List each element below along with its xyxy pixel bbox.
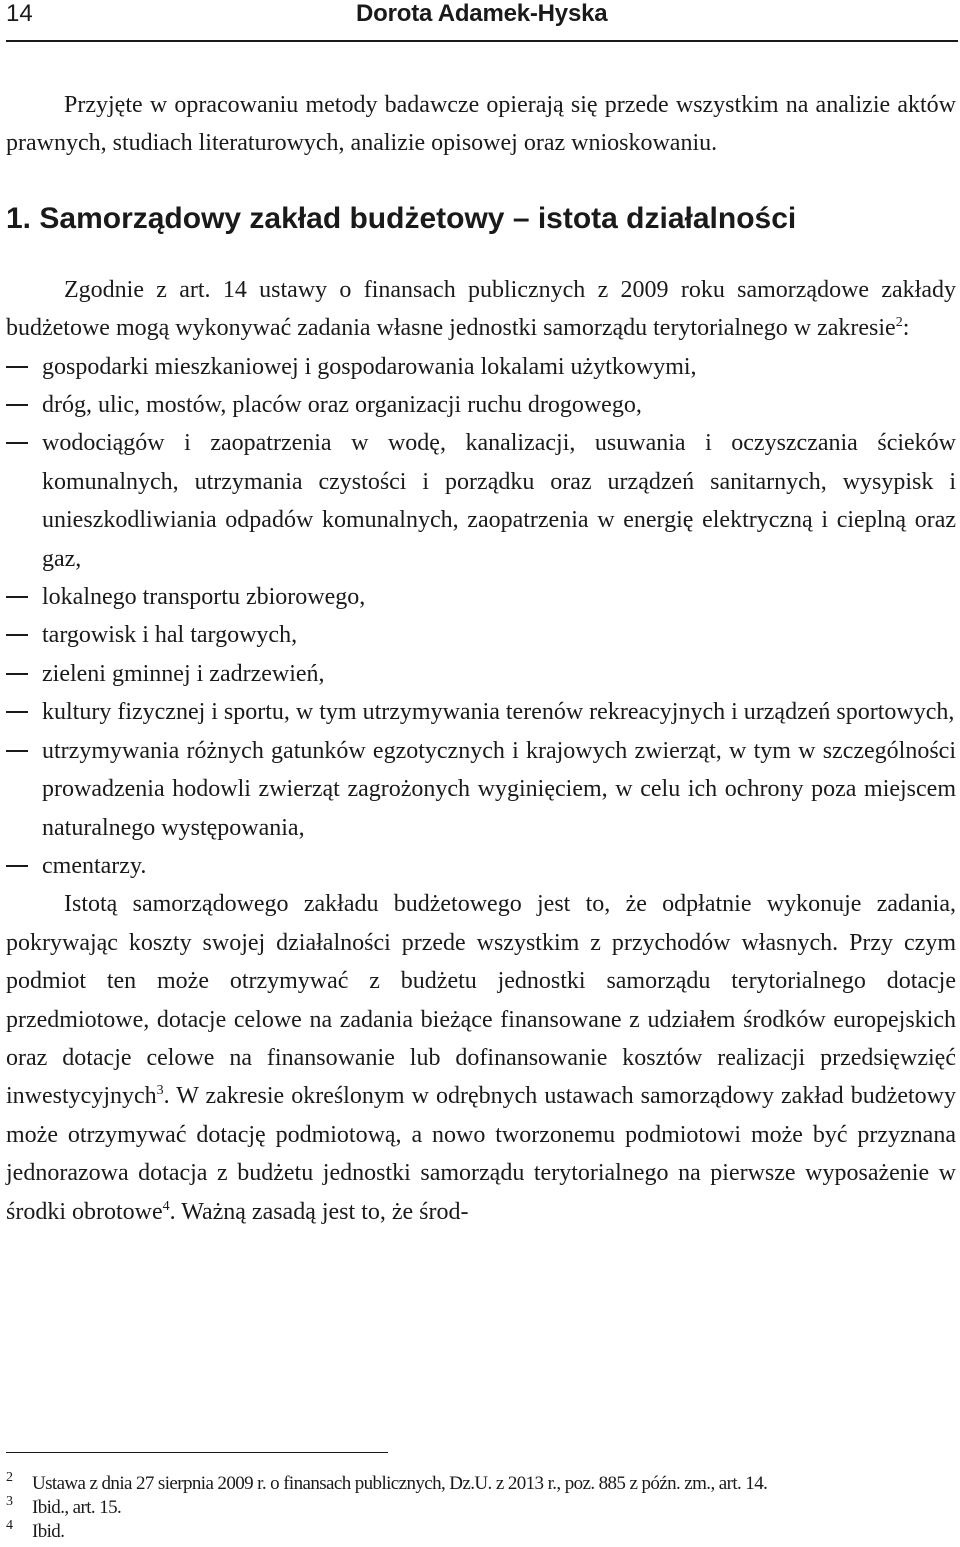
footnote-ref-4: 4 bbox=[162, 1198, 170, 1214]
section-heading bbox=[6, 199, 956, 239]
paragraph-1-text: Zgodnie z art. 14 ustawy o finansach publicznych z 2009 roku samorządowe zakłady budżetowe mogą wykonywać zadania własne jednostki samorządu terytorialnego w zakresie bbox=[6, 276, 956, 342]
footnote bbox=[6, 1496, 956, 1520]
section-title: Samorządowy zakład budżetowy – istota działalności bbox=[39, 201, 797, 235]
footnote-ref-3: 3 bbox=[156, 1083, 164, 1099]
page-body bbox=[6, 86, 956, 1231]
paragraph-2-part-1: Istotą samorządowego zakładu budżetowego jest to, że odpłatnie wykonuje zadania, pokrywając koszty swojej działalności przede wszystkim z przychodów własnych. Przy czym podmiot ten może otrzymywać z budżetu jednostki samorządu terytorialnego dotacje przedmiotowe, dotacje celowe na zadania bieżące finansowane z udziałem środków europejskich oraz dotacje celowe na finansowanie lub dofinansowanie kosztów realizacji przedsięwzięć inwestycyjnych bbox=[6, 891, 956, 1110]
dash-bullet-icon bbox=[6, 366, 28, 368]
list-item bbox=[6, 732, 956, 847]
paragraph-1 bbox=[6, 271, 956, 348]
list-item-text: zieleni gminnej i zadrzewień, bbox=[42, 660, 325, 687]
dash-bullet-icon bbox=[6, 673, 28, 675]
list-item bbox=[6, 578, 956, 616]
footnote-number: 4 bbox=[6, 1518, 13, 1533]
footnote-text: Ustawa z dnia 27 sierpnia 2009 r. o finansach publicznych, Dz.U. z 2013 r., poz. 885 z późn. zm., art. 14. bbox=[32, 1473, 768, 1494]
footnotes bbox=[6, 1472, 956, 1544]
list-item-text: cmentarzy. bbox=[42, 852, 147, 879]
list-item-text: utrzymywania różnych gatunków egzotycznych i krajowych zwierząt, w tym w szczególności prowadzenia hodowli zwierząt zagrożonych wyginięciem, w celu ich ochrony poza miejscem naturalnego występowania, bbox=[42, 737, 956, 841]
paragraph-2 bbox=[6, 885, 956, 1231]
list-item bbox=[6, 847, 956, 885]
section-number: 1. bbox=[6, 201, 32, 235]
task-list bbox=[6, 348, 956, 886]
list-item-text: dróg, ulic, mostów, placów oraz organizacji ruchu drogowego, bbox=[42, 392, 642, 419]
list-item-text: kultury fizycznej i sportu, w tym utrzymywania terenów rekreacyjnych i urządzeń sportowych, bbox=[42, 699, 955, 726]
list-item-text: gospodarki mieszkaniowej i gospodarowania lokalami użytkowymi, bbox=[42, 353, 697, 380]
dash-bullet-icon bbox=[6, 404, 28, 406]
intro-paragraph: Przyjęte w opracowaniu metody badawcze opierają się przede wszystkim na analizie aktów prawnych, studiach literaturowych, analizie opisowej oraz wnioskowaniu. bbox=[6, 92, 956, 157]
footnote bbox=[6, 1472, 956, 1496]
footnote-text: Ibid., art. 15. bbox=[32, 1497, 122, 1518]
list-item bbox=[6, 348, 956, 386]
dash-bullet-icon bbox=[6, 442, 28, 444]
paragraph-2-part-2: . W zakresie określonym w odrębnych ustawach samorządowy zakład budżetowy może otrzymywać dotację podmiotową, a nowo tworzonemu podmiotowi może być przyznana jednorazowa dotacja z budżetu jednostki samorządu terytorialnego na pierwsze wyposażenie w środki obrotowe bbox=[6, 1083, 956, 1225]
header-rule bbox=[6, 40, 958, 42]
list-item-text: wodociągów i zaopatrzenia w wodę, kanalizacji, usuwania i oczyszczania ścieków komunalnych, utrzymania czystości i porządku oraz urządzeń sanitarnych, wysypisk i unieszkodliwiania odpadów komunalnych, zaopatrzenia w energię elektryczną i cieplną oraz gaz, bbox=[42, 430, 956, 572]
list-item bbox=[6, 616, 956, 654]
dash-bullet-icon bbox=[6, 596, 28, 598]
page-number: 14 bbox=[6, 0, 33, 27]
footnote-number: 2 bbox=[6, 1470, 13, 1485]
paragraph-2-part-3: . Ważną zasadą jest to, że środ- bbox=[169, 1198, 469, 1225]
footnote bbox=[6, 1520, 956, 1544]
footnote-ref-2: 2 bbox=[895, 315, 903, 331]
list-item bbox=[6, 655, 956, 693]
list-item-text: lokalnego transportu zbiorowego, bbox=[42, 584, 366, 611]
list-item-text: targowisk i hal targowych, bbox=[42, 622, 298, 649]
dash-bullet-icon bbox=[6, 865, 28, 867]
paragraph-1-tail: : bbox=[902, 315, 910, 342]
dash-bullet-icon bbox=[6, 634, 28, 636]
dash-bullet-icon bbox=[6, 750, 28, 752]
footnote-number: 3 bbox=[6, 1494, 13, 1509]
footnote-text: Ibid. bbox=[32, 1521, 65, 1542]
running-head: Dorota Adamek-Hyska bbox=[356, 0, 608, 27]
footnote-rule bbox=[6, 1452, 388, 1453]
list-item bbox=[6, 424, 956, 578]
list-item bbox=[6, 693, 956, 731]
list-item bbox=[6, 386, 956, 424]
page-header bbox=[0, 0, 960, 46]
dash-bullet-icon bbox=[6, 711, 28, 713]
